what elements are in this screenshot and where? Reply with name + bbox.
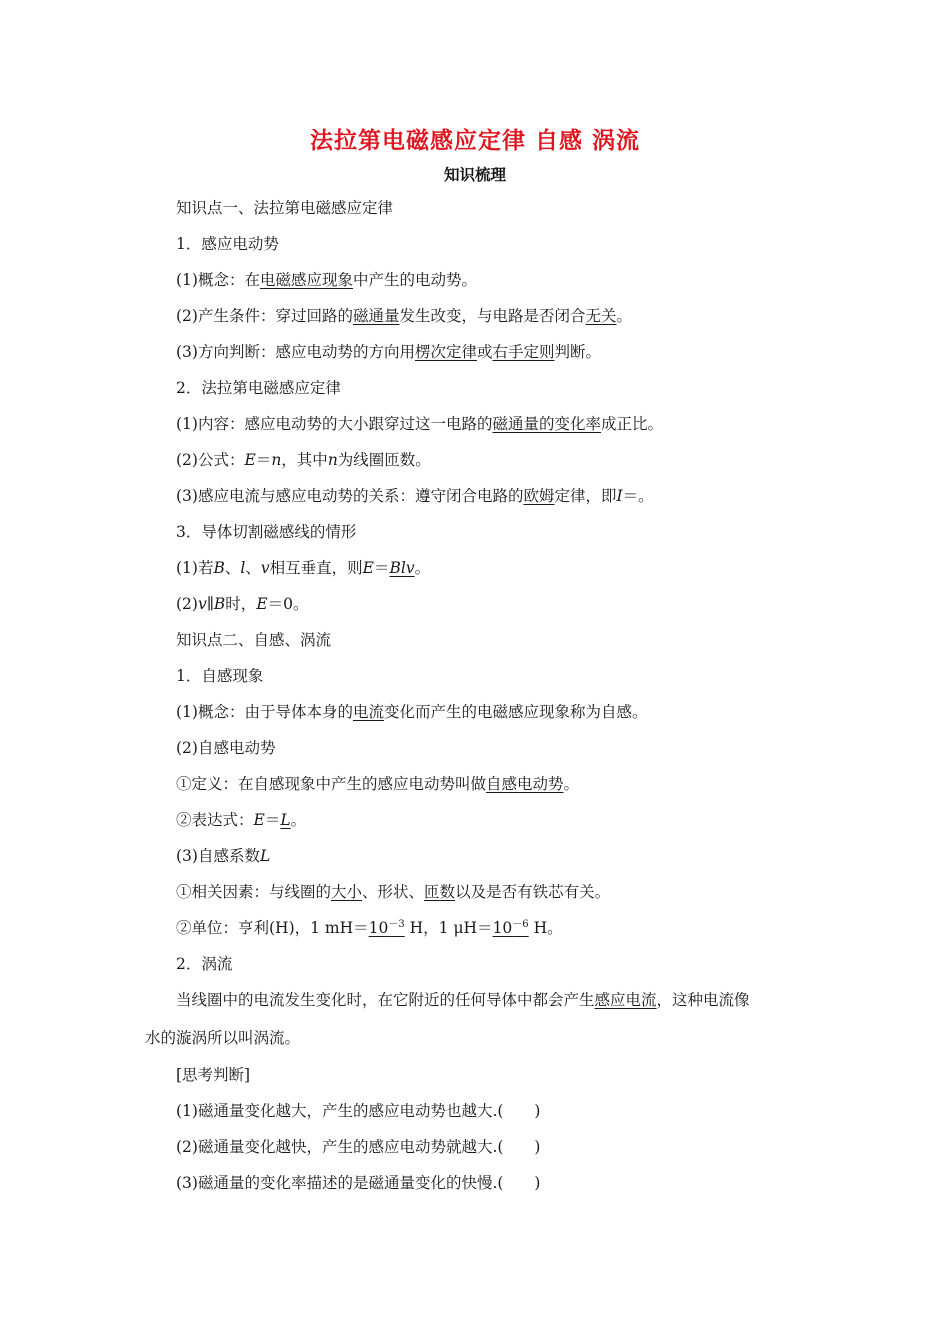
answer-blank: 楞次定律 — [414, 343, 477, 361]
text-line: (1)若B、l、v相互垂直，则E＝Blv。 — [176, 559, 431, 577]
page-title: 法拉第电磁感应定律 自感 涡流 — [309, 128, 640, 154]
text-line: (2)产生条件：穿过回路的磁通量发生改变，与电路是否闭合无关。 — [176, 307, 633, 325]
section-2-heading: 2．法拉第电磁感应定律 — [176, 379, 341, 397]
section-1-heading: 1．感应电动势 — [176, 235, 279, 253]
section-subtitle: 知识梳理 — [443, 166, 506, 184]
text-line: (1)概念：在电磁感应现象中产生的电动势。 — [176, 271, 477, 289]
text-line: (1)内容：感应电动势的大小跟穿过这一电路的磁通量的变化率成正比。 — [176, 415, 663, 433]
answer-blank: 无关 — [585, 307, 617, 325]
section-3-heading: 3．导体切割磁感线的情形 — [176, 523, 357, 541]
answer-blank: $10^{-3}$ — [368, 919, 405, 937]
answer-blank: 欧姆 — [523, 487, 555, 505]
subsection-heading: (2)自感电动势 — [176, 739, 276, 757]
text-line: 当线圈中的电流发生变化时，在它附近的任何导体中都会产生感应电流，这种电流像 — [176, 991, 750, 1009]
text-line: ②表达式：E＝L。 — [176, 811, 307, 829]
text-line: (3)感应电流与感应电动势的关系：遵守闭合电路的欧姆定律，即I＝。 — [176, 487, 654, 505]
text-line: (2)v∥B时，E＝0。 — [176, 595, 309, 613]
answer-blank: 磁通量 — [352, 307, 400, 325]
think-heading: [思考判断] — [176, 1066, 251, 1084]
text-line: 水的漩涡所以叫涡流。 — [145, 1029, 301, 1047]
answer-blank: 电磁感应现象 — [259, 271, 353, 289]
question-1: (1)磁通量变化越大，产生的感应电动势也越大.( ) — [176, 1102, 541, 1120]
answer-blank: 自感电动势 — [486, 775, 564, 793]
text-line: (2)公式：E＝n，其中n为线圈匝数。 — [176, 451, 431, 469]
answer-blank: 大小 — [331, 883, 363, 901]
question-2: (2)磁通量变化越快，产生的感应电动势就越大.( ) — [176, 1138, 541, 1156]
answer-blank: Blv — [389, 559, 415, 577]
question-3: (3)磁通量的变化率描述的是磁通量变化的快慢.( ) — [176, 1174, 541, 1192]
text-line: ①相关因素：与线圈的大小、形状、匝数以及是否有铁芯有关。 — [176, 883, 611, 901]
answer-blank: L — [280, 811, 291, 829]
text-line: ①定义：在自感现象中产生的感应电动势叫做自感电动势。 — [176, 775, 580, 793]
text-line: (3)方向判断：感应电动势的方向用楞次定律或右手定则判断。 — [176, 343, 602, 361]
answer-blank: 匝数 — [424, 883, 456, 901]
answer-blank: 右手定则 — [492, 343, 555, 361]
answer-blank: $10^{-6}$ — [492, 919, 529, 937]
text-line: ②单位：亨利(H)，1 $mH=10^{-3}$ H，1 $\mu H=10^{-6}$ H。 — [176, 919, 563, 937]
answer-blank: 电流 — [352, 703, 384, 721]
text-line: (3)自感系数L — [176, 847, 271, 865]
knowledge-point-2-heading: 知识点二、自感、涡流 — [176, 631, 332, 649]
answer-blank: 感应电流 — [594, 991, 657, 1009]
text-line: (1)概念：由于导体本身的电流变化而产生的电磁感应现象称为自感。 — [176, 703, 648, 721]
section-2-heading: 2．涡流 — [176, 955, 233, 973]
answer-blank: 磁通量的变化率 — [492, 415, 601, 433]
knowledge-point-1-heading: 知识点一、法拉第电磁感应定律 — [176, 199, 394, 217]
section-1-heading: 1．自感现象 — [176, 667, 264, 685]
